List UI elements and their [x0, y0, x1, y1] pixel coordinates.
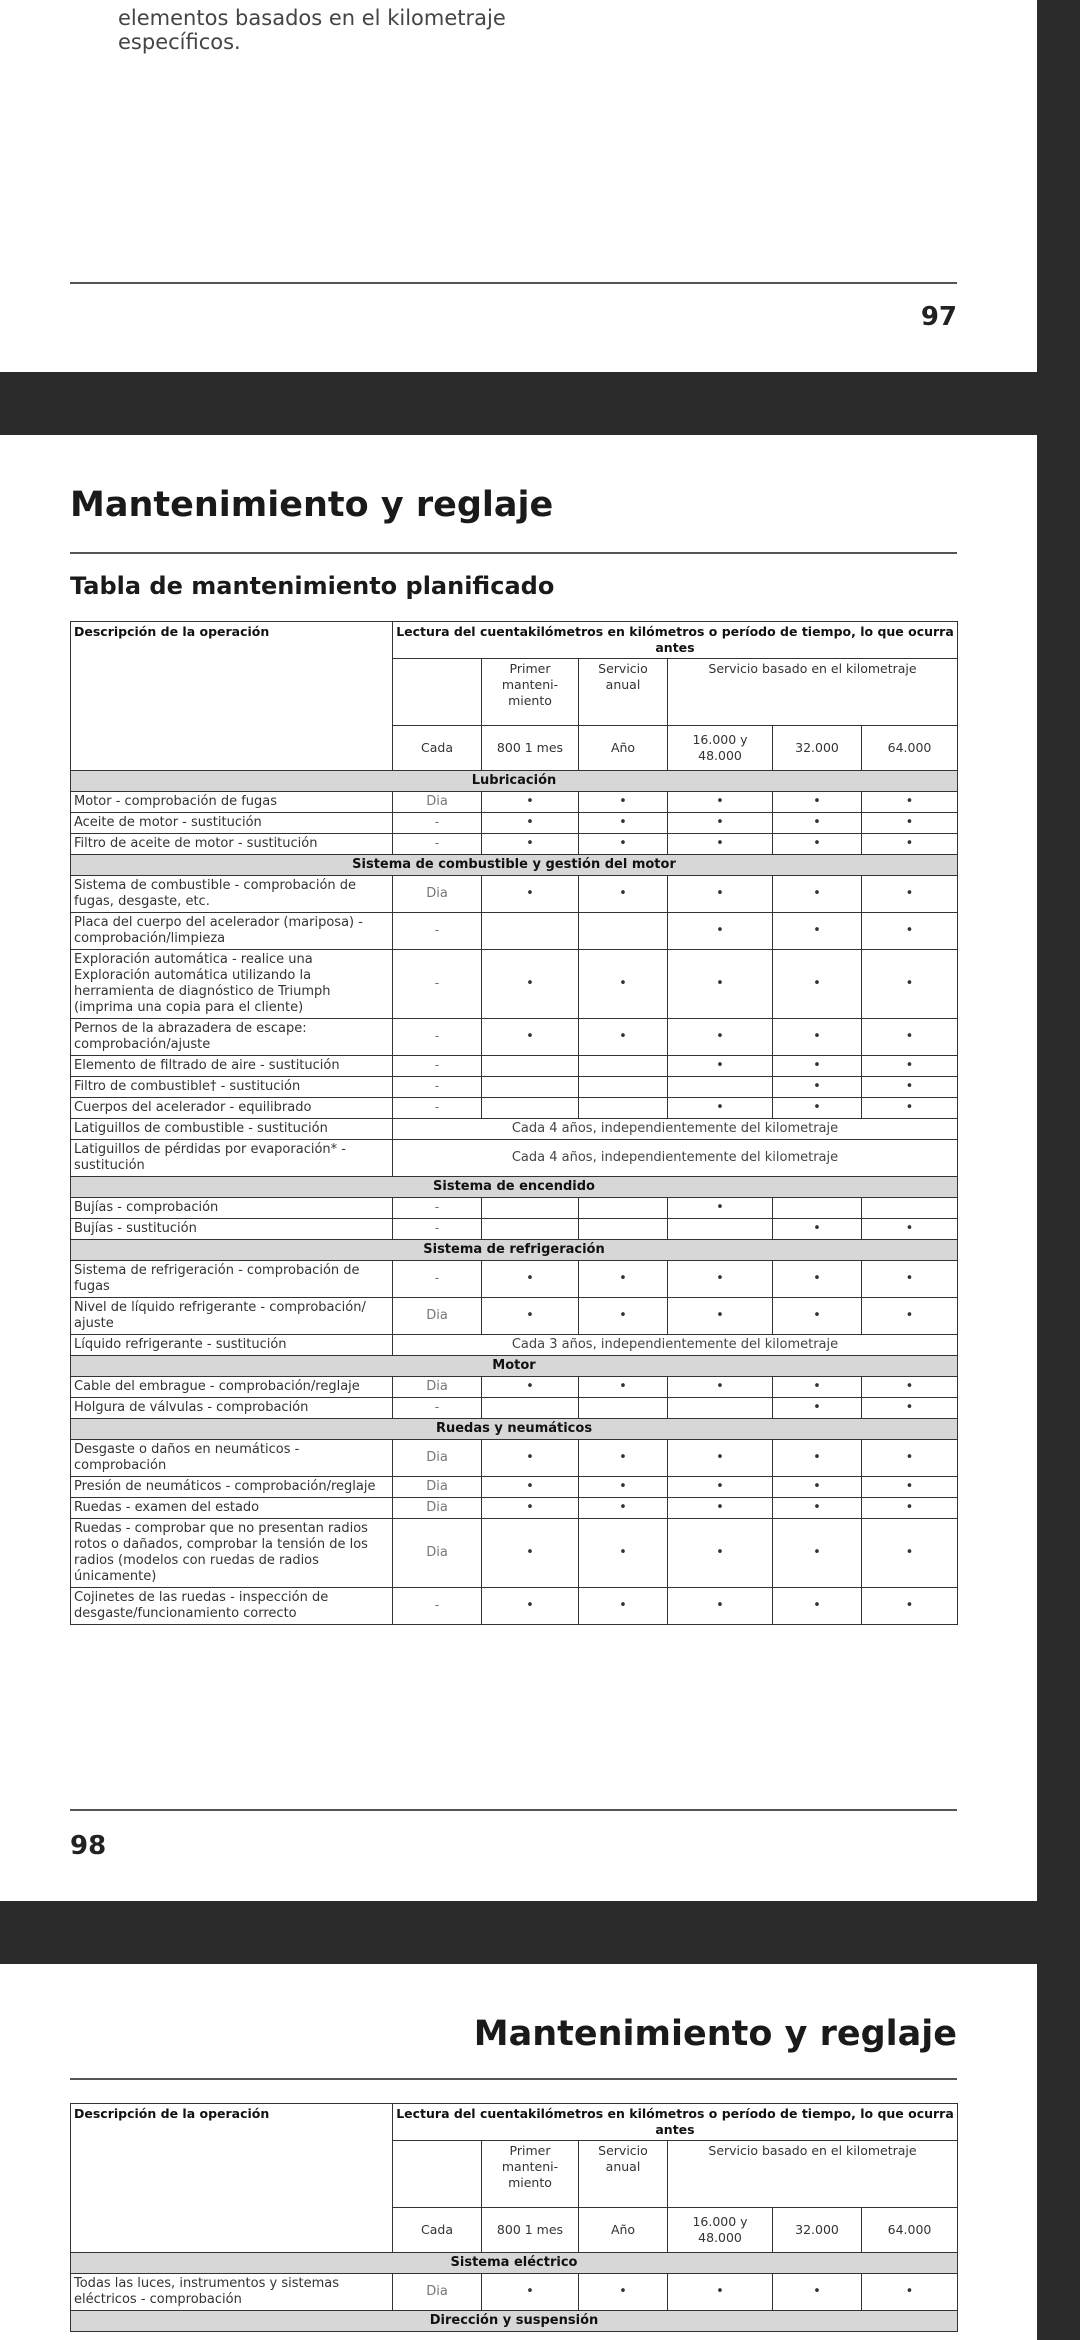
service-mark-cell: • — [579, 1498, 668, 1519]
page-title: Mantenimiento y reglaje — [473, 2014, 957, 2054]
continued-text-line: elementos basados en el kilometraje — [118, 6, 506, 30]
section-header-row — [71, 855, 958, 876]
service-mark-cell: • — [862, 1440, 958, 1477]
section-title: Sistema de encendido — [71, 1177, 958, 1198]
service-mark-cell: • — [579, 1298, 668, 1335]
service-mark-cell: • — [862, 1588, 958, 1625]
service-mark-cell: • — [773, 1019, 862, 1056]
table-row — [71, 1140, 958, 1177]
operation-description: Nivel de líquido refrigerante - comprobación/ ajuste — [71, 1298, 393, 1335]
service-mark-cell — [579, 913, 668, 950]
header-description: Descripción de la operación — [71, 622, 393, 771]
page-number: 97 — [920, 302, 957, 332]
operation-description: Motor - comprobación de fugas — [71, 792, 393, 813]
section-title: Lubricación — [71, 771, 958, 792]
section-header-row — [71, 1177, 958, 1198]
operation-description: Ruedas - comprobar que no presentan radios rotos o dañados, comprobar la tensión de los radios (modelos con ruedas de radios únicamente) — [71, 1519, 393, 1588]
service-mark-cell: • — [862, 1077, 958, 1098]
operation-description: Exploración automática - realice una Exploración automática utilizando la herramienta de diagnóstico de Triumph (imprima una copia para el cliente) — [71, 950, 393, 1019]
interval-cell: - — [393, 1219, 482, 1240]
interval-cell: - — [393, 813, 482, 834]
service-mark-cell: • — [773, 1298, 862, 1335]
interval-cell: Dia — [393, 1519, 482, 1588]
service-mark-cell: • — [862, 1056, 958, 1077]
operation-description: Filtro de aceite de motor - sustitución — [71, 834, 393, 855]
interval-cell: Dia — [393, 792, 482, 813]
service-mark-cell — [579, 1077, 668, 1098]
continued-text-line: específicos. — [118, 30, 241, 54]
service-mark-cell: • — [579, 876, 668, 913]
service-mark-cell: • — [668, 1098, 773, 1119]
header-32000: 32.000 — [773, 2208, 862, 2253]
service-mark-cell: • — [773, 1440, 862, 1477]
interval-cell: - — [393, 1261, 482, 1298]
header-every: Cada — [393, 2208, 482, 2253]
table-row — [71, 1398, 958, 1419]
service-mark-cell: • — [668, 813, 773, 834]
table-row — [71, 1588, 958, 1625]
service-mark-cell: • — [482, 1588, 579, 1625]
header-mileage-service: Servicio basado en el kilometraje — [668, 2141, 958, 2208]
service-mark-cell: • — [482, 813, 579, 834]
service-mark-cell: • — [773, 1261, 862, 1298]
service-mark-cell: • — [862, 1377, 958, 1398]
service-mark-cell: • — [862, 950, 958, 1019]
table-row — [71, 1056, 958, 1077]
interval-cell: Dia — [393, 1477, 482, 1498]
table-row — [71, 1098, 958, 1119]
operation-description: Bujías - sustitución — [71, 1219, 393, 1240]
header-empty-cell — [393, 2141, 482, 2208]
service-mark-cell: • — [862, 1498, 958, 1519]
continued-text — [118, 6, 506, 54]
table-row — [71, 834, 958, 855]
header-description: Descripción de la operación — [71, 2104, 393, 2253]
service-mark-cell: • — [773, 1098, 862, 1119]
operation-description: Presión de neumáticos - comprobación/reglaje — [71, 1477, 393, 1498]
service-mark-cell: • — [862, 1019, 958, 1056]
service-mark-cell — [579, 1198, 668, 1219]
section-title: Sistema eléctrico — [71, 2253, 958, 2274]
service-mark-cell: • — [668, 1498, 773, 1519]
maintenance-table — [70, 621, 958, 1625]
header-first-service: Primer manteni- miento — [482, 659, 579, 726]
header-empty-cell — [393, 659, 482, 726]
service-mark-cell — [482, 1077, 579, 1098]
service-mark-cell: • — [482, 792, 579, 813]
service-mark-cell: • — [668, 2274, 773, 2311]
table-row — [71, 1377, 958, 1398]
service-mark-cell: • — [579, 1261, 668, 1298]
header-mileage-service: Servicio basado en el kilometraje — [668, 659, 958, 726]
section-header-row — [71, 1356, 958, 1377]
service-mark-cell — [482, 1398, 579, 1419]
footer-rule — [70, 282, 957, 284]
operation-description: Elemento de filtrado de aire - sustitución — [71, 1056, 393, 1077]
section-header-row — [71, 2311, 958, 2332]
service-mark-cell: • — [862, 1519, 958, 1588]
operation-description: Líquido refrigerante - sustitución — [71, 1335, 393, 1356]
service-mark-cell: • — [668, 1477, 773, 1498]
section-title: Sistema de refrigeración — [71, 1240, 958, 1261]
service-mark-cell: • — [482, 876, 579, 913]
table-row — [71, 1477, 958, 1498]
service-mark-cell: • — [668, 834, 773, 855]
section-header-row — [71, 1240, 958, 1261]
table-row — [71, 2274, 958, 2311]
operation-description: Latiguillos de pérdidas por evaporación* - sustitución — [71, 1140, 393, 1177]
table-header-row — [71, 2104, 958, 2141]
service-mark-cell: • — [482, 1019, 579, 1056]
service-mark-cell: • — [773, 792, 862, 813]
service-mark-cell: • — [773, 1377, 862, 1398]
footer-rule — [70, 1809, 957, 1811]
service-mark-cell: • — [773, 1056, 862, 1077]
title-rule — [70, 552, 957, 554]
service-mark-cell: • — [773, 950, 862, 1019]
operation-description: Sistema de combustible - comprobación de fugas, desgaste, etc. — [71, 876, 393, 913]
service-mark-cell: • — [579, 1377, 668, 1398]
header-annual-service: Servicio anual — [579, 2141, 668, 2208]
operation-description: Cable del embrague - comprobación/reglaje — [71, 1377, 393, 1398]
service-mark-cell: • — [773, 1477, 862, 1498]
service-mark-cell: • — [862, 1261, 958, 1298]
operation-description: Holgura de válvulas - comprobación — [71, 1398, 393, 1419]
service-mark-cell: • — [773, 834, 862, 855]
service-mark-cell: • — [482, 834, 579, 855]
table-row — [71, 1298, 958, 1335]
service-mark-cell: • — [773, 1219, 862, 1240]
operation-description: Sistema de refrigeración - comprobación de fugas — [71, 1261, 393, 1298]
service-mark-cell: • — [668, 1261, 773, 1298]
header-year: Año — [579, 726, 668, 771]
table-row — [71, 1198, 958, 1219]
service-mark-cell: • — [579, 813, 668, 834]
interval-cell: - — [393, 1077, 482, 1098]
service-mark-cell: • — [862, 1098, 958, 1119]
table-header-row — [71, 622, 958, 659]
interval-cell: - — [393, 1019, 482, 1056]
maintenance-table — [70, 2103, 958, 2332]
table-row — [71, 1335, 958, 1356]
interval-cell: Dia — [393, 876, 482, 913]
interval-cell: - — [393, 1398, 482, 1419]
header-every: Cada — [393, 726, 482, 771]
service-mark-cell: • — [668, 1198, 773, 1219]
table-row — [71, 1440, 958, 1477]
header-64000: 64.000 — [862, 726, 958, 771]
operation-description: Latiguillos de combustible - sustitución — [71, 1119, 393, 1140]
service-mark-cell: • — [773, 1077, 862, 1098]
interval-note: Cada 4 años, independientemente del kilometraje — [393, 1119, 958, 1140]
table-row — [71, 876, 958, 913]
service-mark-cell: • — [482, 2274, 579, 2311]
table-row — [71, 813, 958, 834]
service-mark-cell: • — [668, 913, 773, 950]
service-mark-cell — [579, 1398, 668, 1419]
table-row — [71, 1498, 958, 1519]
header-800km: 800 1 mes — [482, 2208, 579, 2253]
service-mark-cell — [668, 1398, 773, 1419]
service-mark-cell: • — [862, 813, 958, 834]
interval-cell: - — [393, 950, 482, 1019]
interval-cell: - — [393, 834, 482, 855]
service-mark-cell: • — [773, 2274, 862, 2311]
header-year: Año — [579, 2208, 668, 2253]
header-16000: 16.000 y 48.000 — [668, 2208, 773, 2253]
interval-note: Cada 4 años, independientemente del kilometraje — [393, 1140, 958, 1177]
service-mark-cell — [482, 1098, 579, 1119]
service-mark-cell: • — [862, 1219, 958, 1240]
header-16000: 16.000 y 48.000 — [668, 726, 773, 771]
service-mark-cell: • — [482, 1377, 579, 1398]
section-title: Dirección y suspensión — [71, 2311, 958, 2332]
service-mark-cell: • — [482, 1498, 579, 1519]
service-mark-cell: • — [482, 950, 579, 1019]
service-mark-cell: • — [579, 950, 668, 1019]
header-800km: 800 1 mes — [482, 726, 579, 771]
header-64000: 64.000 — [862, 2208, 958, 2253]
service-mark-cell: • — [773, 913, 862, 950]
service-mark-cell: • — [862, 913, 958, 950]
service-mark-cell: • — [579, 792, 668, 813]
service-mark-cell: • — [579, 1477, 668, 1498]
service-mark-cell: • — [862, 1477, 958, 1498]
interval-cell: Dia — [393, 2274, 482, 2311]
section-title: Ruedas y neumáticos — [71, 1419, 958, 1440]
service-mark-cell: • — [668, 876, 773, 913]
service-mark-cell: • — [773, 1398, 862, 1419]
service-mark-cell: • — [668, 1019, 773, 1056]
service-mark-cell: • — [579, 1519, 668, 1588]
service-mark-cell: • — [482, 1519, 579, 1588]
page-number: 98 — [70, 1831, 107, 1861]
service-mark-cell: • — [482, 1440, 579, 1477]
service-mark-cell: • — [482, 1298, 579, 1335]
service-mark-cell: • — [579, 834, 668, 855]
interval-cell: - — [393, 1198, 482, 1219]
service-mark-cell: • — [773, 1498, 862, 1519]
table-row — [71, 792, 958, 813]
interval-cell: - — [393, 1056, 482, 1077]
service-mark-cell: • — [862, 1298, 958, 1335]
table-row — [71, 1019, 958, 1056]
operation-description: Todas las luces, instrumentos y sistemas eléctricos - comprobación — [71, 2274, 393, 2311]
header-odometer-reading: Lectura del cuentakilómetros en kilómetros o período de tiempo, lo que ocurra antes — [393, 2104, 958, 2141]
title-rule — [70, 2078, 957, 2080]
operation-description: Cojinetes de las ruedas - inspección de desgaste/funcionamiento correcto — [71, 1588, 393, 1625]
service-mark-cell: • — [668, 792, 773, 813]
service-mark-cell: • — [579, 1440, 668, 1477]
interval-cell: Dia — [393, 1498, 482, 1519]
section-header-row — [71, 1419, 958, 1440]
service-mark-cell — [579, 1219, 668, 1240]
interval-cell: - — [393, 1098, 482, 1119]
service-mark-cell: • — [668, 1440, 773, 1477]
service-mark-cell: • — [773, 876, 862, 913]
header-first-service: Primer manteni- miento — [482, 2141, 579, 2208]
service-mark-cell: • — [668, 950, 773, 1019]
section-header-row — [71, 2253, 958, 2274]
service-mark-cell: • — [482, 1261, 579, 1298]
service-mark-cell: • — [668, 1377, 773, 1398]
operation-description: Filtro de combustible† - sustitución — [71, 1077, 393, 1098]
service-mark-cell: • — [668, 1298, 773, 1335]
service-mark-cell: • — [668, 1056, 773, 1077]
service-mark-cell — [579, 1098, 668, 1119]
service-mark-cell: • — [579, 1019, 668, 1056]
section-title: Motor — [71, 1356, 958, 1377]
service-mark-cell: • — [773, 1588, 862, 1625]
interval-cell: Dia — [393, 1377, 482, 1398]
table-row — [71, 1119, 958, 1140]
service-mark-cell: • — [482, 1477, 579, 1498]
table-subtitle: Tabla de mantenimiento planificado — [70, 572, 555, 600]
service-mark-cell: • — [862, 876, 958, 913]
service-mark-cell: • — [773, 1519, 862, 1588]
table-row — [71, 950, 958, 1019]
service-mark-cell: • — [579, 2274, 668, 2311]
service-mark-cell: • — [579, 1588, 668, 1625]
operation-description: Placa del cuerpo del acelerador (mariposa) - comprobación/limpieza — [71, 913, 393, 950]
interval-note: Cada 3 años, independientemente del kilometraje — [393, 1335, 958, 1356]
section-header-row — [71, 771, 958, 792]
interval-cell: - — [393, 1588, 482, 1625]
section-title: Sistema de combustible y gestión del motor — [71, 855, 958, 876]
service-mark-cell: • — [862, 792, 958, 813]
header-annual-service: Servicio anual — [579, 659, 668, 726]
service-mark-cell — [482, 1056, 579, 1077]
operation-description: Desgaste o daños en neumáticos - comprobación — [71, 1440, 393, 1477]
service-mark-cell — [862, 1198, 958, 1219]
page-title: Mantenimiento y reglaje — [70, 485, 554, 525]
page-99 — [0, 1964, 1037, 2340]
operation-description: Ruedas - examen del estado — [71, 1498, 393, 1519]
service-mark-cell — [668, 1219, 773, 1240]
operation-description: Cuerpos del acelerador - equilibrado — [71, 1098, 393, 1119]
table-row — [71, 1261, 958, 1298]
table-row — [71, 913, 958, 950]
operation-description: Bujías - comprobación — [71, 1198, 393, 1219]
service-mark-cell — [579, 1056, 668, 1077]
service-mark-cell — [773, 1198, 862, 1219]
table-row — [71, 1077, 958, 1098]
page-98 — [0, 435, 1037, 1901]
operation-description: Pernos de la abrazadera de escape: comprobación/ajuste — [71, 1019, 393, 1056]
operation-description: Aceite de motor - sustitución — [71, 813, 393, 834]
service-mark-cell — [482, 913, 579, 950]
interval-cell: Dia — [393, 1440, 482, 1477]
header-odometer-reading: Lectura del cuentakilómetros en kilómetros o período de tiempo, lo que ocurra antes — [393, 622, 958, 659]
service-mark-cell: • — [668, 1588, 773, 1625]
table-row — [71, 1219, 958, 1240]
service-mark-cell — [482, 1198, 579, 1219]
interval-cell: Dia — [393, 1298, 482, 1335]
service-mark-cell: • — [773, 813, 862, 834]
header-32000: 32.000 — [773, 726, 862, 771]
service-mark-cell: • — [862, 1398, 958, 1419]
table-row — [71, 1519, 958, 1588]
service-mark-cell — [668, 1077, 773, 1098]
service-mark-cell — [482, 1219, 579, 1240]
interval-cell: - — [393, 913, 482, 950]
page-97 — [0, 0, 1037, 372]
service-mark-cell: • — [668, 1519, 773, 1588]
service-mark-cell: • — [862, 834, 958, 855]
service-mark-cell: • — [862, 2274, 958, 2311]
